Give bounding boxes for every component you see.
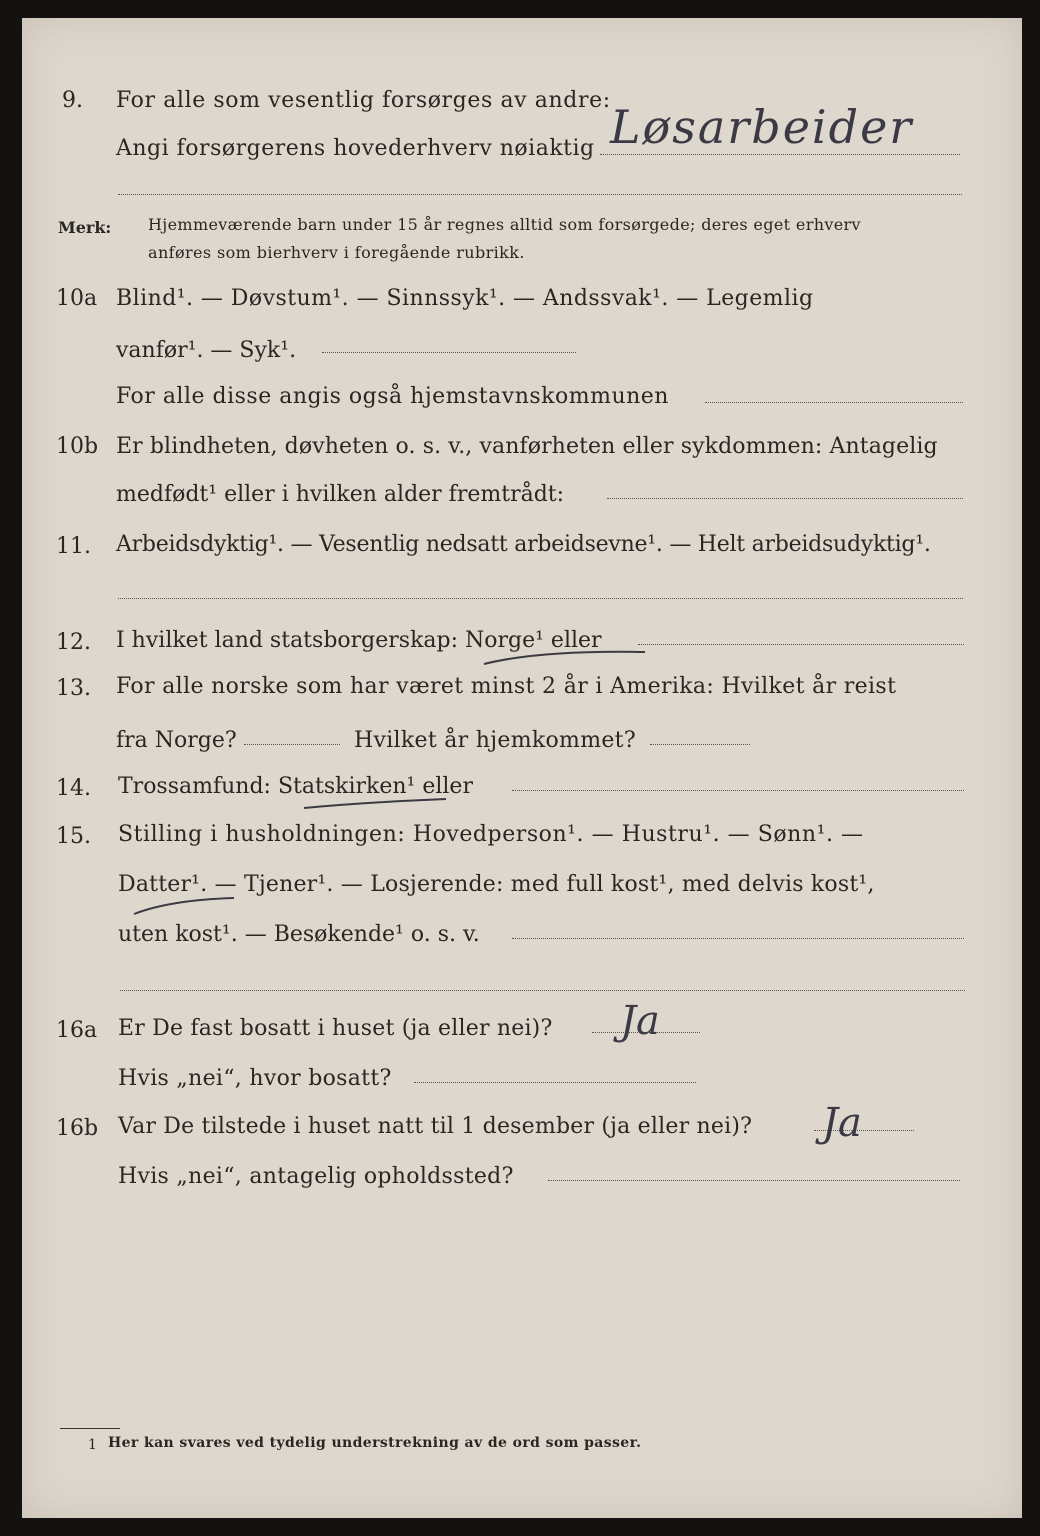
q11-number: 11. [56,534,91,559]
q16a-line1: Er De fast bosatt i huset (ja eller nei)? [118,1016,553,1041]
q11-line1: Arbeidsdyktig¹. — Vesentlig nedsatt arbeidsevne¹. — Helt arbeidsudyktig¹. [116,532,931,557]
footnote-rule [60,1428,120,1429]
q16b-opholdssted-line [548,1180,960,1181]
q16a-number: 16a [56,1018,98,1043]
q9-line1: For alle som vesentlig forsørges av andre: [116,88,611,113]
q16b-line2: Hvis „nei“, antagelig opholdssted? [118,1164,514,1189]
q9-handwritten-answer: Løsarbeider [610,100,914,154]
q10b-answer-line [607,498,963,499]
q13-reist-line [244,744,340,745]
footnote-mark: 1 [88,1437,97,1453]
q15-line2: Datter¹. — Tjener¹. — Losjerende: med full kost¹, med delvis kost¹, [118,872,875,897]
q15-line1: Stilling i husholdningen: Hovedperson¹. — Hustru¹. — Sønn¹. — [118,822,864,847]
q15-number: 15. [56,824,91,849]
merk-label: Merk: [58,218,112,237]
q13-line2a: fra Norge? [116,728,237,753]
q15-answer-line [512,938,964,939]
q16a-line2: Hvis „nei“, hvor bosatt? [118,1066,392,1091]
q16a-handwritten-answer: Ja [620,998,660,1044]
merk-line1: Hjemmeværende barn under 15 år regnes alltid som forsørgede; deres eget erhverv [148,215,861,234]
q14-line1: Trossamfund: Statskirken¹ eller [118,774,473,799]
q10a-line3: For alle disse angis også hjemstavnskommunen [116,384,669,409]
q9-answer-line [600,154,960,155]
q13-line1: For alle norske som har været minst 2 år i Amerika: Hvilket år reist [116,674,897,699]
q16b-number: 16b [56,1116,99,1141]
q15-line3: uten kost¹. — Besøkende¹ o. s. v. [118,922,480,947]
norge-underline-mark [480,644,650,668]
q10a-line1: Blind¹. — Døvstum¹. — Sinnssyk¹. — Andssvak¹. — Legemlig [116,286,814,311]
q13-number: 13. [56,676,91,701]
datter-underline-mark [130,894,240,918]
q10b-number: 10b [56,434,99,459]
footnote-text: Her kan svares ved tydelig understrekning av de ord som passer. [108,1435,642,1451]
q10a-number: 10a [56,286,98,311]
q15-extra-line [120,990,965,991]
q10b-line1: Er blindheten, døvheten o. s. v., vanførheten eller sykdommen: Antagelig [116,434,938,459]
q9-extra-line [118,194,962,195]
q14-answer-line [512,790,964,791]
q16a-bosatt-line [414,1082,696,1083]
q11-answer-line [118,598,963,599]
q10a-kommune-line [705,402,963,403]
q10a-answer-line [322,352,576,353]
q13-line2b: Hvilket år hjemkommet? [354,728,636,753]
q12-number: 12. [56,630,91,655]
q10a-line2: vanfør¹. — Syk¹. [116,338,297,363]
q9-line2: Angi forsørgerens hovederhverv nøiaktig [116,136,595,161]
q16b-handwritten-answer: Ja [822,1100,862,1146]
q16b-line1: Var De tilstede i huset natt til 1 desember (ja eller nei)? [118,1114,753,1139]
q10b-line2: medfødt¹ eller i hvilken alder fremtrådt: [116,482,565,507]
statskirken-underline-mark [300,796,450,816]
merk-line2: anføres som bierhverv i foregående rubrikk. [148,243,525,262]
q14-number: 14. [56,776,91,801]
q9-number: 9. [62,88,83,113]
q12-line1: I hvilket land statsborgerskap: Norge¹ eller [116,628,602,653]
q13-hjemkommet-line [650,744,750,745]
q12-answer-line [638,644,964,645]
